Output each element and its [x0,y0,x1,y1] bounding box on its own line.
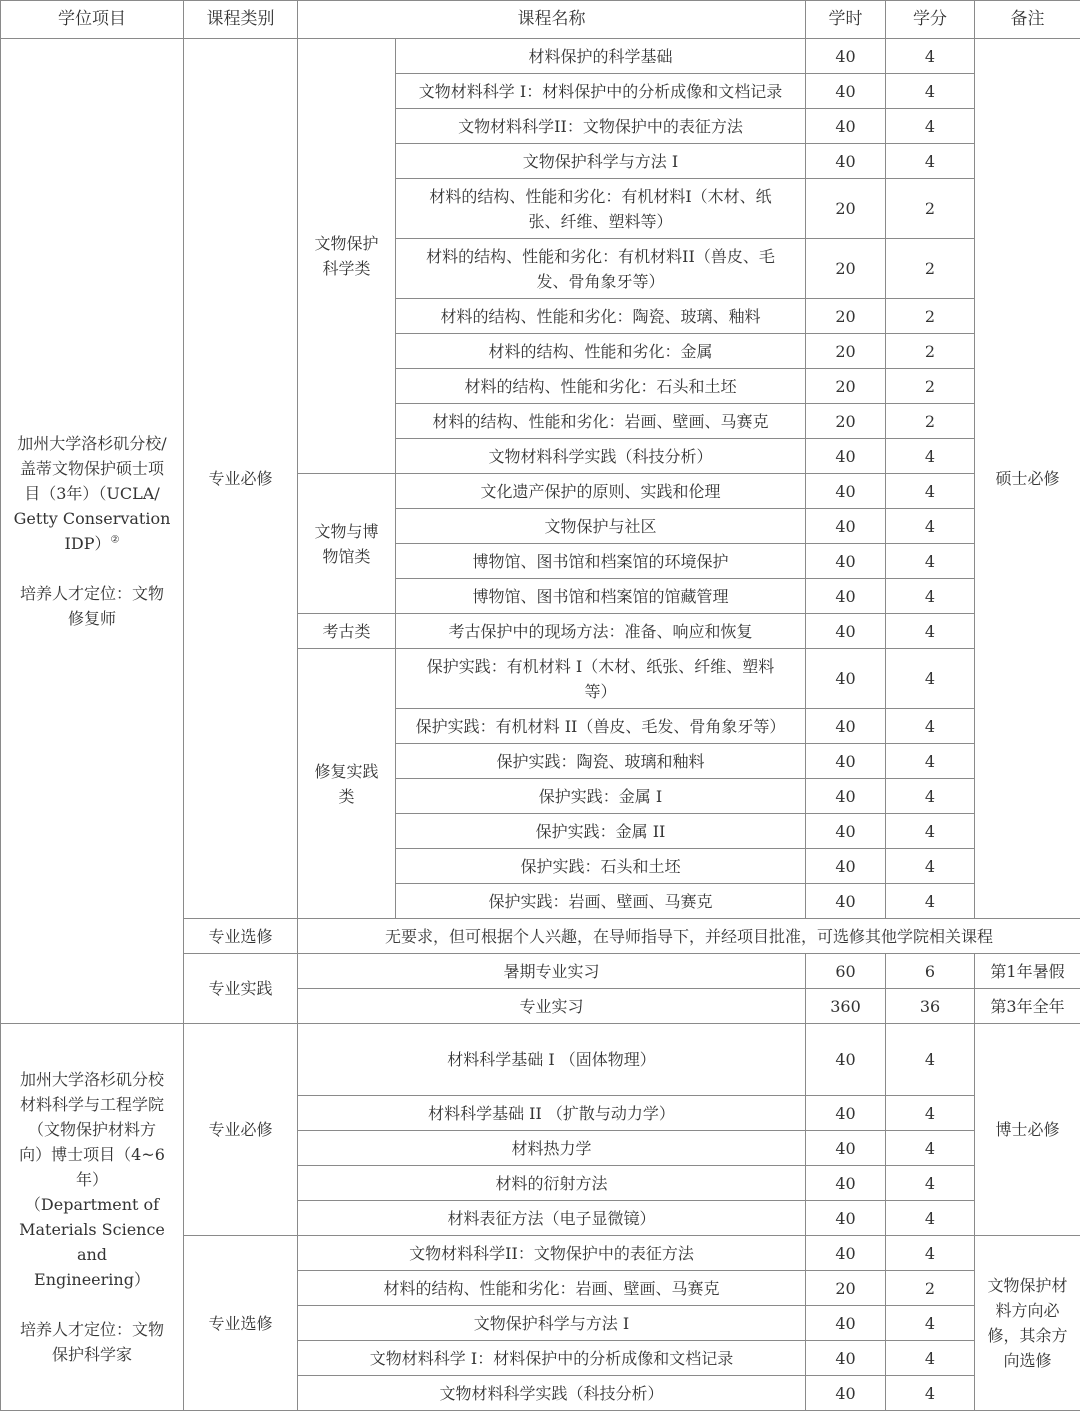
course-name: 文物材料科学II：文物保护中的表征方法 [396,109,806,144]
course-credits: 4 [886,1341,975,1376]
course-credits: 2 [886,239,975,299]
program-1-title-line: 加州大学洛杉矶分校/ [17,434,167,453]
course-hours: 40 [806,884,886,919]
header-credits: 学分 [886,1,975,39]
course-hours: 40 [806,849,886,884]
header-category: 课程类别 [184,1,298,39]
course-credits: 2 [886,1271,975,1306]
note-cell: 硕士必修 [975,39,1080,919]
category-practice: 专业实践 [184,954,298,1024]
course-credits: 6 [886,954,975,989]
course-hours: 40 [806,544,886,579]
course-credits: 2 [886,369,975,404]
course-credits: 4 [886,1096,975,1131]
course-hours: 40 [806,1236,886,1271]
course-hours: 40 [806,1096,886,1131]
course-name: 博物馆、图书馆和档案馆的环境保护 [396,544,806,579]
group-label-cell [298,614,396,649]
program-1-title-line: 目（3年）（UCLA/ [24,484,160,503]
note-cell [975,1236,1080,1411]
course-name: 材料的结构、性能和劣化：有机材料I（木材、纸张、纤维、塑料等） [396,179,806,239]
course-hours: 40 [806,1131,886,1166]
table-row [1,39,1080,74]
course-hours: 40 [806,744,886,779]
course-credits: 4 [886,579,975,614]
course-credits: 2 [886,404,975,439]
course-hours: 40 [806,39,886,74]
course-name: 暑期专业实习 [298,954,806,989]
elective-note-line: 修，其余方 [987,1326,1068,1345]
group-label-cell [298,474,396,614]
course-hours: 40 [806,474,886,509]
course-hours: 20 [806,299,886,334]
course-credits: 4 [886,509,975,544]
course-hours: 60 [806,954,886,989]
course-hours: 40 [806,779,886,814]
course-credits: 4 [886,814,975,849]
course-credits: 4 [886,1024,975,1096]
program-2-title-line: （Department of [24,1195,160,1214]
program-2-title-line: 材料科学与工程学院 [19,1095,164,1114]
course-name: 保护实践：有机材料 II（兽皮、毛发、骨角象牙等） [396,709,806,744]
course-credits: 4 [886,884,975,919]
course-hours: 40 [806,509,886,544]
course-name: 材料的结构、性能和劣化：金属 [396,334,806,369]
course-name: 材料的衍射方法 [298,1166,806,1201]
header-note: 备注 [975,1,1080,39]
course-name: 文物保护科学与方法 I [298,1306,806,1341]
header-row [1,1,1080,39]
course-name: 文物保护与社区 [396,509,806,544]
header-degree: 学位项目 [1,1,184,39]
course-hours: 40 [806,74,886,109]
course-credits: 4 [886,144,975,179]
course-hours: 20 [806,369,886,404]
course-hours: 20 [806,179,886,239]
course-hours: 40 [806,814,886,849]
course-credits: 4 [886,779,975,814]
program-1-title-line: IDP） [64,534,111,553]
group-label: 考古类 [322,621,371,641]
course-name: 材料的结构、性能和劣化：有机材料II（兽皮、毛发、骨角象牙等） [396,239,806,299]
table-body [1,39,1080,1411]
course-name: 材料科学基础 I （固体物理） [298,1024,806,1096]
course-credits: 4 [886,614,975,649]
course-name: 文化遗产保护的原则、实践和伦理 [396,474,806,509]
course-credits: 4 [886,74,975,109]
category-label: 专业必修 [208,469,273,488]
header-hours: 学时 [806,1,886,39]
course-hours: 40 [806,1306,886,1341]
course-name: 材料的结构、性能和劣化：陶瓷、玻璃、釉料 [396,299,806,334]
course-name: 文物材料科学实践（科技分析） [396,439,806,474]
course-credits: 4 [886,1201,975,1236]
group-label: 文物保护科学类 [314,234,379,278]
course-hours: 40 [806,144,886,179]
group-label-cell [298,649,396,919]
course-hours: 40 [806,649,886,709]
course-credits: 4 [886,849,975,884]
course-name: 文物保护科学与方法 I [396,144,806,179]
program-2-title-line: 年） [75,1170,108,1189]
course-name: 材料保护的科学基础 [396,39,806,74]
program-2-cell [1,1024,184,1411]
elective-note-line: 料方向必 [995,1301,1060,1320]
course-credits: 4 [886,1131,975,1166]
course-credits: 4 [886,709,975,744]
course-credits: 2 [886,299,975,334]
category-required [184,39,298,919]
course-credits: 2 [886,179,975,239]
course-credits: 4 [886,1166,975,1201]
category-elective: 专业选修 [184,919,298,954]
course-hours: 40 [806,1166,886,1201]
course-hours: 40 [806,1376,886,1411]
course-hours: 20 [806,404,886,439]
course-note: 第1年暑假 [975,954,1080,989]
program-2-positioning-line: 保护科学家 [51,1345,132,1364]
group-label: 修复实践类 [314,761,379,806]
note-cell: 博士必修 [975,1024,1080,1236]
program-2-title-line: Materials Science and [19,1220,165,1264]
course-hours: 20 [806,1271,886,1306]
course-name: 保护实践：石头和土坯 [396,849,806,884]
elective-note-line: 文物保护材 [987,1276,1068,1295]
course-hours: 40 [806,1341,886,1376]
table-row [1,1024,1080,1096]
program-1-title-line: Getty Conservation [13,509,171,528]
program-1-positioning-line: 修复师 [67,609,116,628]
course-credits: 4 [886,1376,975,1411]
course-note: 第3年全年 [975,989,1080,1024]
elective-note-line: 向选修 [1003,1351,1052,1370]
course-name: 保护实践：岩画、壁画、马赛克 [396,884,806,919]
course-name: 保护实践：金属 I [396,779,806,814]
course-name: 保护实践：陶瓷、玻璃和釉料 [396,744,806,779]
course-hours: 20 [806,334,886,369]
course-hours: 360 [806,989,886,1024]
course-hours: 40 [806,709,886,744]
footnote-marker: ② [110,534,120,546]
course-name: 材料科学基础 II （扩散与动力学） [298,1096,806,1131]
course-name: 保护实践：金属 II [396,814,806,849]
course-credits: 4 [886,1306,975,1341]
program-2-title-line: 向）博士项目（4~6 [19,1145,165,1164]
category-elective: 专业选修 [184,1236,298,1411]
course-name: 材料的结构、性能和劣化：岩画、壁画、马赛克 [298,1271,806,1306]
category-required: 专业必修 [184,1024,298,1236]
program-1-positioning-line: 培养人才定位：文物 [19,584,164,603]
course-credits: 4 [886,1236,975,1271]
course-hours: 40 [806,579,886,614]
course-name: 文物材料科学实践（科技分析） [298,1376,806,1411]
course-name: 材料的结构、性能和劣化：石头和土坯 [396,369,806,404]
course-hours: 20 [806,239,886,299]
course-credits: 4 [886,544,975,579]
course-name: 考古保护中的现场方法：准备、响应和恢复 [396,614,806,649]
course-credits: 4 [886,744,975,779]
course-credits: 4 [886,474,975,509]
course-name: 材料表征方法（电子显微镜） [298,1201,806,1236]
group-label: 文物与博物馆类 [314,521,379,566]
course-name: 材料热力学 [298,1131,806,1166]
course-name: 专业实习 [298,989,806,1024]
course-hours: 40 [806,614,886,649]
course-name: 文物材料科学 I：材料保护中的分析成像和文档记录 [396,74,806,109]
program-2-title-line: 加州大学洛杉矶分校 [19,1070,164,1089]
course-name: 博物馆、图书馆和档案馆的馆藏管理 [396,579,806,614]
group-label-cell [298,39,396,474]
course-hours: 40 [806,439,886,474]
course-credits: 4 [886,109,975,144]
course-credits: 4 [886,439,975,474]
course-credits: 4 [886,39,975,74]
program-1-cell [1,39,184,1024]
course-hours: 40 [806,1201,886,1236]
elective-text: 无要求，但可根据个人兴趣，在导师指导下，并经项目批准，可选修其他学院相关课程 [298,919,1080,954]
header-course-name: 课程名称 [298,1,806,39]
program-1-title-line: 盖蒂文物保护硕士项 [19,459,164,478]
course-hours: 40 [806,109,886,144]
course-name: 文物材料科学 I：材料保护中的分析成像和文档记录 [298,1341,806,1376]
course-credits: 4 [886,649,975,709]
course-credits: 2 [886,334,975,369]
program-2-title-line: Engineering） [34,1270,150,1289]
course-name: 文物材料科学II：文物保护中的表征方法 [298,1236,806,1271]
program-2-title-line: （文物保护材料方 [27,1120,156,1139]
course-name: 保护实践：有机材料 I（木材、纸张、纤维、塑料等） [396,649,806,709]
course-hours: 40 [806,1024,886,1096]
course-name: 材料的结构、性能和劣化：岩画、壁画、马赛克 [396,404,806,439]
program-2-positioning-line: 培养人才定位：文物 [19,1320,164,1339]
course-credits: 36 [886,989,975,1024]
